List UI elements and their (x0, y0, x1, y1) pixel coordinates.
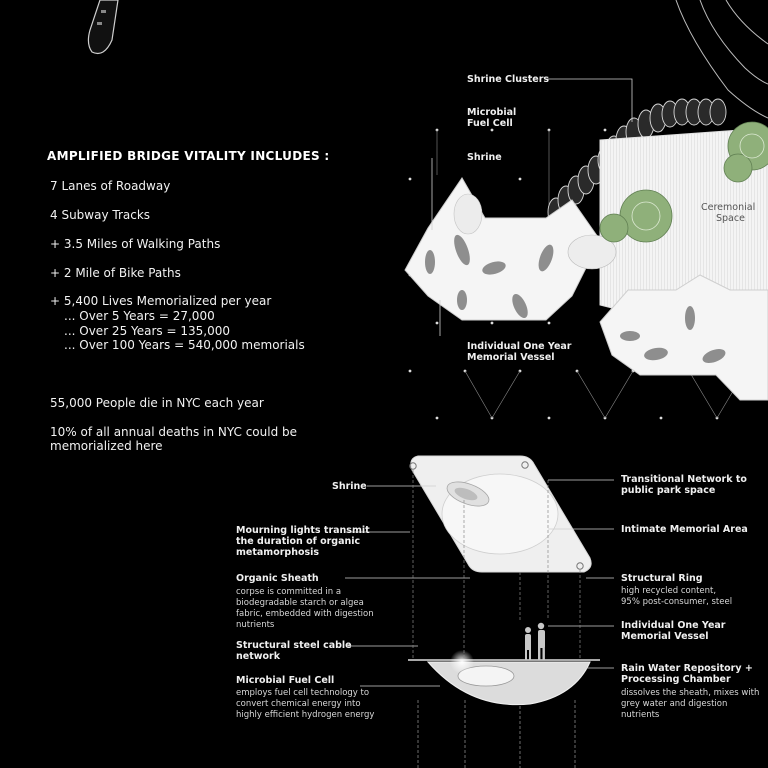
desc-rain-2: grey water and digestion (621, 699, 728, 709)
desc-sheath-2: biodegradable starch or algea (236, 598, 364, 608)
label-intimate-memorial: Intimate Memorial Area (621, 524, 748, 535)
desc-fuel-1: employs fuel cell technology to (236, 688, 370, 698)
label-shrine-clusters: Shrine Clusters (467, 74, 550, 85)
bridge-plan (405, 122, 768, 400)
label-transitional-1: Transitional Network to (621, 474, 747, 485)
label-rain-water-1: Rain Water Repository + (621, 663, 753, 674)
label-detail-vessel-1: Individual One Year (621, 620, 726, 631)
stat-percent-line2: memorialized here (50, 439, 163, 453)
label-detail-vessel-2: Memorial Vessel (621, 631, 709, 642)
desc-sheath-3: fabric, embedded with digestion (236, 609, 374, 619)
label-mourning-1: Mourning lights transmit (236, 525, 370, 536)
label-microbial-fuel-cell: Microbial Fuel Cell (236, 675, 335, 686)
label-mourning-3: metamorphosis (236, 547, 320, 558)
label-cable-2: network (236, 651, 281, 662)
fact-roadway: 7 Lanes of Roadway (50, 179, 171, 193)
label-transitional-2: public park space (621, 485, 716, 496)
fact-lives: + 5,400 Lives Memorialized per year (50, 294, 272, 308)
label-mourning-2: the duration of organic (236, 536, 361, 547)
section-vessel (408, 623, 600, 768)
desc-sheath-4: nutrients (236, 620, 275, 630)
desc-ring-1: high recycled content, (621, 586, 717, 596)
fact-100-years: ... Over 100 Years = 540,000 memorials (64, 338, 305, 352)
stat-deaths: 55,000 People die in NYC each year (50, 396, 264, 410)
fact-5-years: ... Over 5 Years = 27,000 (64, 309, 215, 323)
desc-ring-2: 95% post-consumer, steel (621, 597, 733, 607)
label-structural-ring: Structural Ring (621, 573, 703, 584)
fact-bike: + 2 Mile of Bike Paths (50, 266, 181, 280)
label-plan-vessel-2: Memorial Vessel (467, 352, 555, 363)
boat-sketch (88, 0, 118, 54)
label-organic-sheath: Organic Sheath (236, 573, 319, 584)
label-microbial-fuel-cell-2: Fuel Cell (467, 118, 513, 129)
label-plan-shrine: Shrine (467, 152, 502, 163)
fact-walking: + 3.5 Miles of Walking Paths (50, 237, 221, 251)
label-microbial-fuel-cell-1: Microbial (467, 107, 517, 118)
desc-rain-1: dissolves the sheath, mixes with (621, 688, 760, 698)
desc-fuel-2: convert chemical energy into (236, 699, 361, 709)
memorial-detail (410, 456, 591, 572)
label-cable-1: Structural steel cable (236, 640, 352, 651)
vitality-heading: AMPLIFIED BRIDGE VITALITY INCLUDES : (47, 149, 330, 163)
desc-fuel-3: highly efficient hydrogen energy (236, 710, 375, 720)
label-ceremonial-1: Ceremonial (701, 202, 756, 213)
desc-rain-3: nutrients (621, 710, 660, 720)
label-rain-water-2: Processing Chamber (621, 674, 731, 685)
label-ceremonial-2: Space (716, 213, 745, 224)
label-detail-shrine: Shrine (332, 481, 367, 492)
desc-sheath-1: corpse is committed in a (236, 587, 342, 597)
label-plan-vessel-1: Individual One Year (467, 341, 572, 352)
fact-subway: 4 Subway Tracks (50, 208, 151, 222)
fact-25-years: ... Over 25 Years = 135,000 (64, 324, 230, 338)
stat-percent-line1: 10% of all annual deaths in NYC could be (50, 425, 298, 439)
